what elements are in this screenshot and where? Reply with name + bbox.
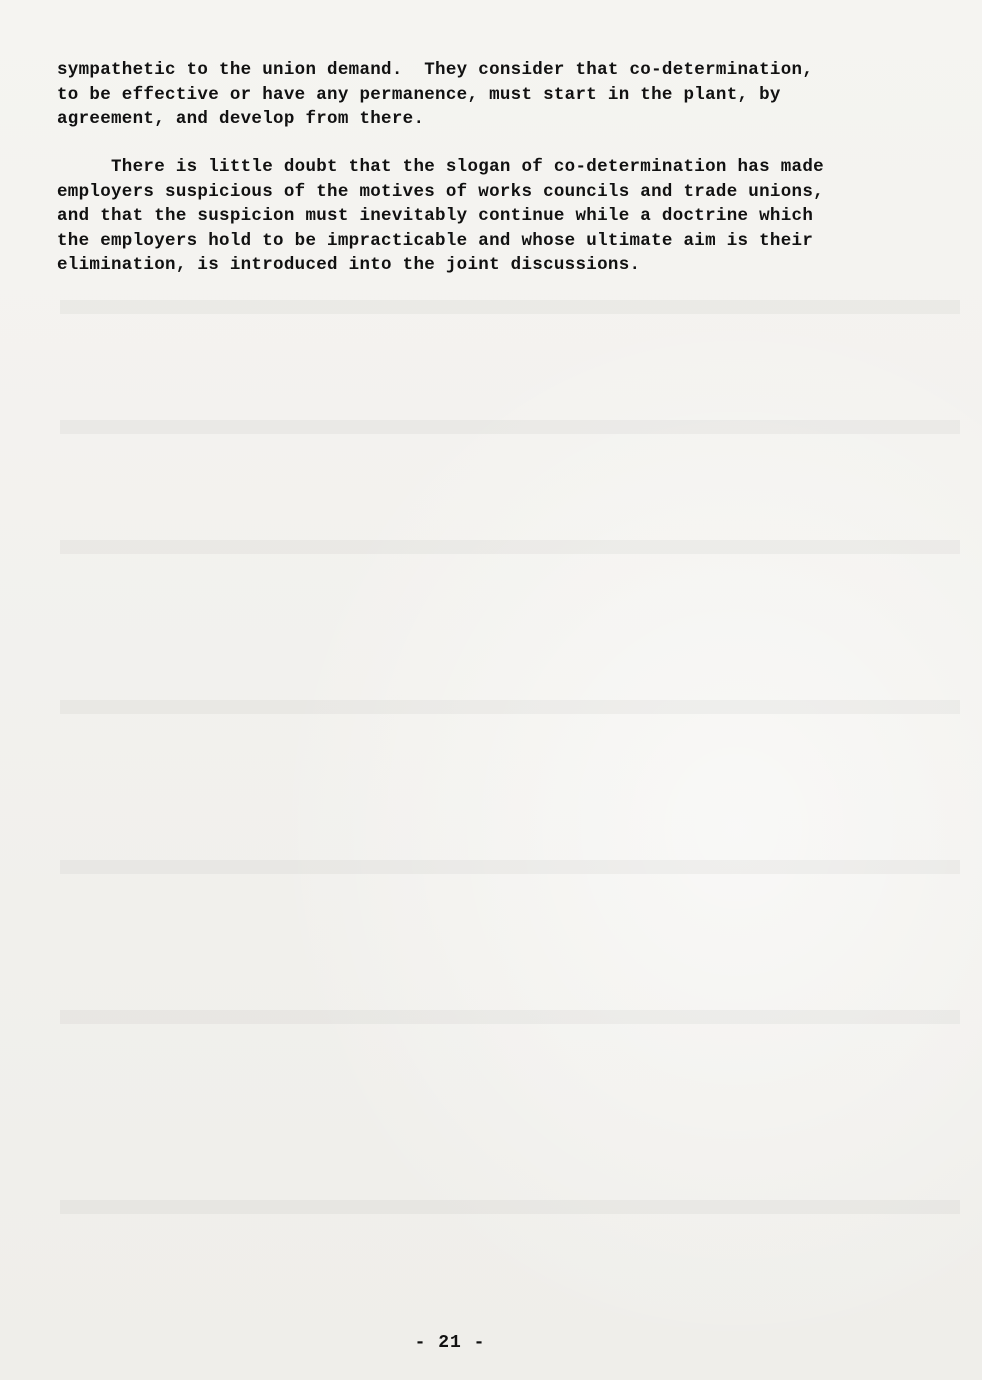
paragraph-1: [57, 58, 917, 132]
text-line: the employers hold to be impracticable and whose ultimate aim is their: [57, 230, 814, 251]
bleed-through-line: [60, 1010, 960, 1024]
bleed-through-line: [60, 300, 960, 314]
bleed-through-line: [60, 860, 960, 874]
text-line: elimination, is introduced into the joint discussions.: [57, 255, 641, 275]
text-line: agreement, and develop from there.: [57, 109, 425, 129]
bleed-through-line: [60, 1200, 960, 1214]
text-line: sympathetic to the union demand. They consider that co-determination,: [57, 60, 814, 80]
bleed-through-line: [60, 700, 960, 714]
bleed-through-line: [60, 420, 960, 434]
page-number: - 21 -: [414, 1333, 486, 1353]
text-line: There is little doubt that the slogan of co-determination has made: [57, 157, 824, 177]
text-line: to be effective or have any permanence, must start in the plant, by: [57, 84, 781, 105]
text-line: and that the suspicion must inevitably continue while a doctrine which: [57, 206, 814, 226]
bleed-through-line: [60, 540, 960, 554]
text-line: employers suspicious of the motives of works councils and trade unions,: [57, 181, 824, 202]
paragraph-2: [57, 155, 917, 278]
